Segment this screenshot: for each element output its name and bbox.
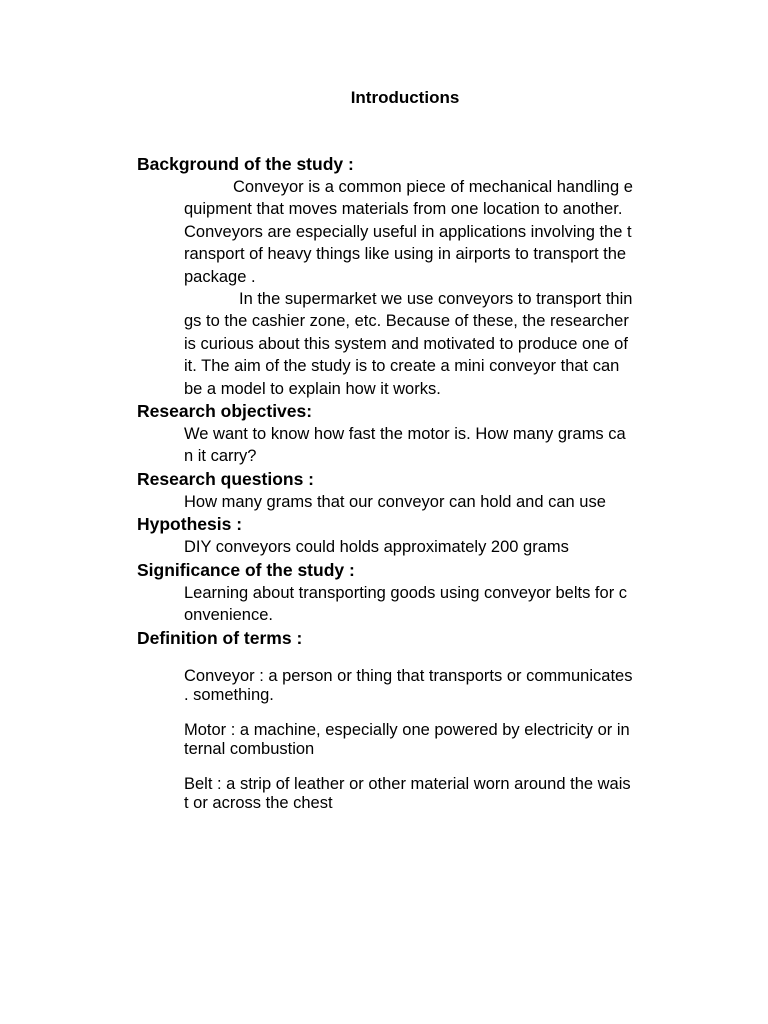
text-line: Conveyors are especially useful in applications involving the t	[184, 222, 632, 241]
spacer	[137, 650, 697, 667]
definition-belt	[184, 775, 679, 814]
section-heading-hypothesis: Hypothesis :	[137, 514, 243, 535]
page-title: Introductions	[350, 88, 460, 107]
questions-paragraph	[184, 491, 679, 513]
text-line: quipment that moves materials from one location to another.	[184, 200, 623, 219]
background-paragraph-1	[184, 176, 679, 288]
text-line: Belt : a strip of leather or other material worn around the wais	[184, 774, 631, 793]
hypothesis-paragraph	[184, 536, 679, 558]
text-line: be a model to explain how it works.	[184, 379, 441, 398]
definition-motor	[184, 721, 679, 760]
text-line: Conveyor is a common piece of mechanical handling e	[233, 178, 633, 196]
objectives-paragraph	[184, 423, 679, 468]
text-line: is curious about this system and motivated to produce one of	[184, 334, 628, 353]
text-line: ternal combustion	[184, 740, 315, 758]
document-body	[137, 153, 697, 829]
text-line: ransport of heavy things like using in airports to transport the	[184, 245, 627, 264]
text-line: How many grams that our conveyor can hold and can use	[184, 492, 606, 511]
text-line: t or across the chest	[184, 794, 333, 812]
text-line: Conveyor : a person or thing that transports or communicates	[184, 666, 633, 685]
text-line: DIY conveyors could holds approximately 200 grams	[184, 538, 569, 557]
text-line: . something.	[184, 686, 274, 704]
text-line: it. The aim of the study is to create a mini conveyor that can	[184, 357, 620, 376]
text-line: In the supermarket we use conveyors to transport thin	[239, 290, 633, 309]
text-line: Learning about transporting goods using conveyor belts for c	[184, 583, 628, 602]
text-line: We want to know how fast the motor is. How many grams ca	[184, 425, 626, 444]
text-line: Motor : a machine, especially one powered by electricity or in	[184, 720, 630, 739]
text-line: onvenience.	[184, 606, 273, 625]
definition-conveyor	[184, 667, 679, 706]
significance-paragraph	[184, 582, 679, 627]
section-heading-significance: Significance of the study :	[137, 559, 355, 580]
background-paragraph-2	[184, 288, 679, 400]
section-heading-background: Background of the study :	[137, 154, 354, 174]
section-heading-definitions: Definition of terms :	[137, 627, 303, 648]
section-heading-questions: Research questions :	[137, 468, 314, 489]
section-heading-objectives: Research objectives:	[137, 401, 313, 422]
text-line: gs to the cashier zone, etc. Because of these, the researcher	[184, 312, 629, 331]
text-line: n it carry?	[184, 447, 257, 466]
text-line: package .	[184, 267, 256, 286]
